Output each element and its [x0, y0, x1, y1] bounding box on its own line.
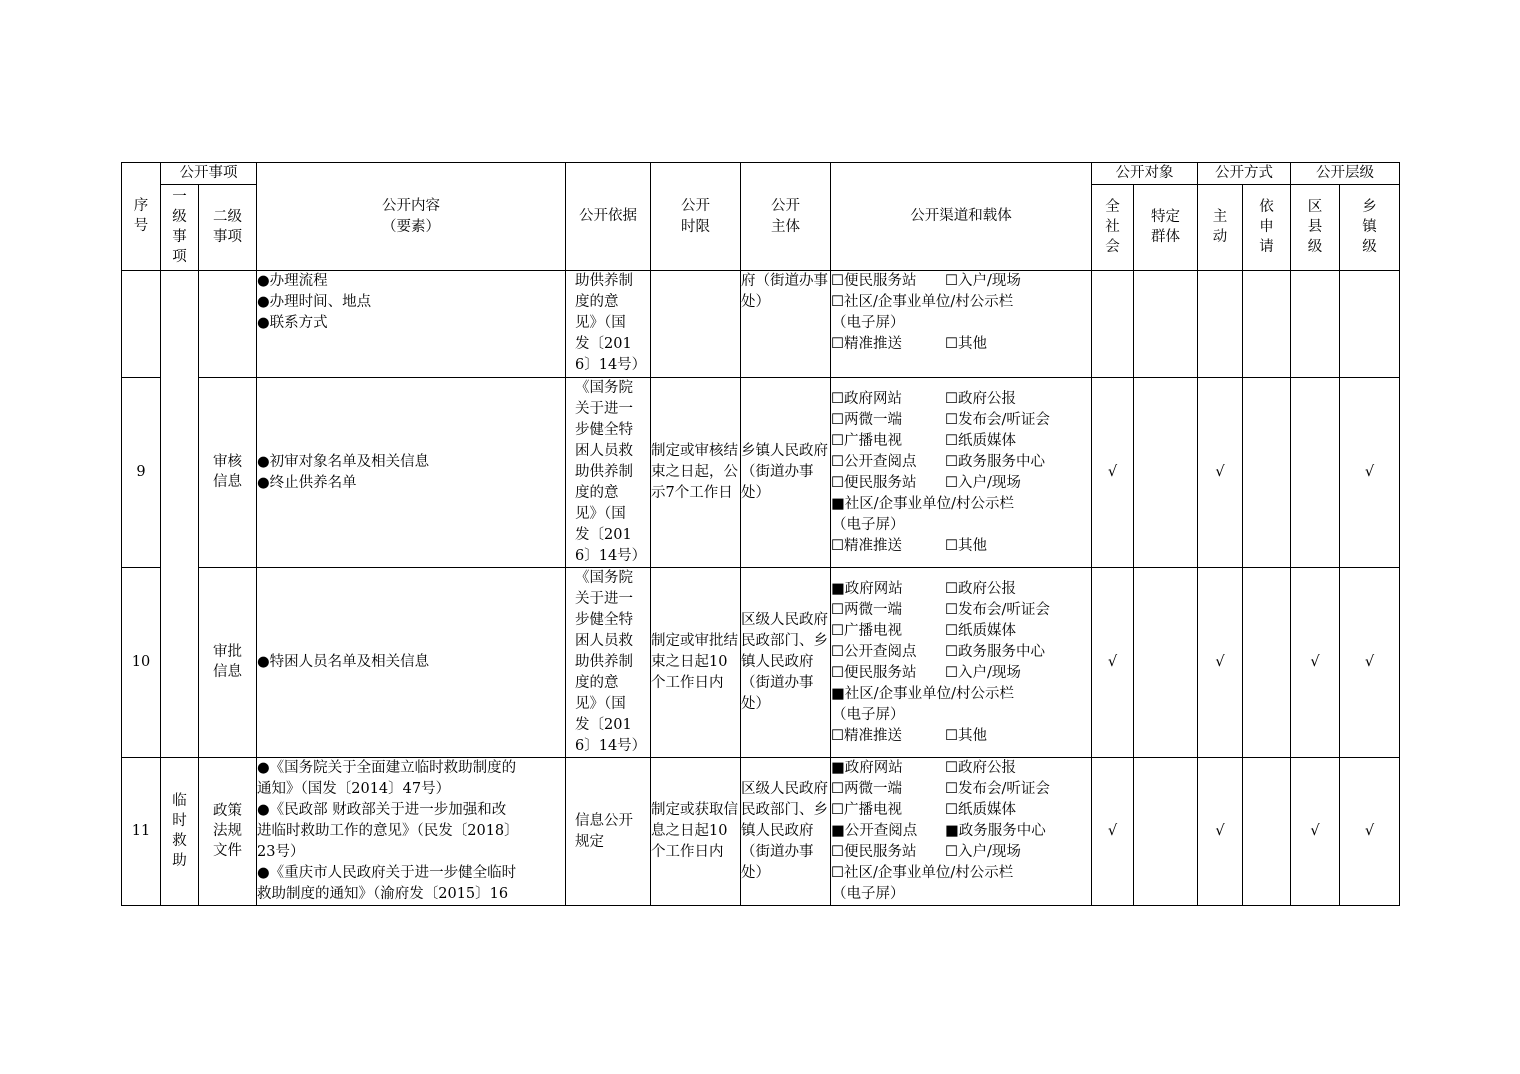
- channel-option: ☐其他: [945, 336, 987, 352]
- header-content: 公开内容 （要素）: [257, 163, 566, 271]
- header-all-society: 全社会: [1092, 185, 1134, 271]
- channel-option: ☐其他: [945, 537, 987, 554]
- channel-option: ☐广播电视: [831, 432, 902, 449]
- row-seq: [122, 271, 161, 378]
- row-time-limit: 制定或获取信息之日起10个工作日内: [651, 758, 741, 906]
- row-seq: 11: [122, 758, 161, 906]
- channel-option: ☐政务服务中心: [945, 643, 1045, 660]
- channel-option: ☐精准推送: [831, 727, 902, 744]
- channel-option: ☐入户/现场: [945, 474, 1021, 491]
- channel-option: ■社区/企事业单位/村公示栏: [831, 495, 1014, 512]
- header-district: 区县级: [1291, 185, 1340, 271]
- channel-option: ☐精准推送: [831, 336, 902, 352]
- content-line: ●《民政部 财政部关于进一步加强和改: [257, 802, 507, 818]
- channel-option: ☐入户/现场: [945, 273, 1021, 289]
- channel-option: ☐发布会/听证会: [945, 601, 1050, 618]
- channel-option: ☐入户/现场: [945, 664, 1021, 681]
- channel-option: ☐便民服务站: [831, 273, 917, 289]
- header-active: 主动: [1198, 185, 1243, 271]
- row-basis: 《国务院关于进一步健全特困人员救助供养制度的意见》（国发〔2016〕14号）: [566, 378, 651, 568]
- content-line: ●《重庆市人民政府关于进一步健全临时: [257, 865, 517, 881]
- channel-option: ■政府网站: [831, 580, 903, 597]
- row-time-limit: 制定或审核结束之日起，公示7个工作日: [651, 378, 741, 568]
- channel-option: ☐政务服务中心: [945, 453, 1045, 470]
- channel-option: ☐两微一端: [831, 411, 902, 428]
- row-level2: 政策法规文件: [199, 758, 257, 906]
- channel-option: ☐纸质媒体: [945, 432, 1016, 449]
- header-basis: 公开依据: [566, 163, 651, 271]
- row-basis: 信息公开规定: [566, 758, 651, 906]
- content-line: ●初审对象名单及相关信息: [257, 453, 430, 470]
- check-active: √: [1198, 568, 1243, 758]
- row-subject: 区级人民政府民政部门、乡镇人民政府（街道办事处）: [741, 568, 831, 758]
- content-line: ●办理时间、地点: [257, 294, 372, 310]
- row-content: [257, 271, 566, 378]
- disclosure-table: [121, 162, 1400, 906]
- channel-option: ☐入户/现场: [945, 844, 1021, 860]
- channel-option: ☐两微一端: [831, 601, 902, 618]
- check-district: √: [1291, 568, 1340, 758]
- content-line: ●办理流程: [257, 273, 328, 289]
- channel-option: ☐社区/企事业单位/村公示栏: [831, 865, 1014, 881]
- channel-option: ☐便民服务站: [831, 844, 917, 860]
- table-row: [122, 758, 1400, 906]
- channel-option: ☐政府网站: [831, 390, 902, 407]
- channel-note: （电子屏）: [832, 886, 905, 902]
- row-basis: 助供养制度的意见》（国发〔2016〕14号）: [566, 271, 651, 378]
- check-township: √: [1340, 568, 1400, 758]
- row-basis: 《国务院关于进一步健全特困人员救助供养制度的意见》（国发〔2016〕14号）: [566, 568, 651, 758]
- row-level1-empty: [161, 271, 199, 758]
- channel-option: ☐政府公报: [945, 580, 1016, 597]
- content-line: ●特困人员名单及相关信息: [257, 654, 430, 670]
- channel-note: （电子屏）: [832, 315, 905, 331]
- check-all-society: √: [1092, 568, 1134, 758]
- check-district: [1291, 378, 1340, 568]
- header-subject: 公开 主体: [741, 163, 831, 271]
- check-specific-group: [1134, 378, 1198, 568]
- content-line: 23号）: [257, 844, 305, 860]
- row-content: [257, 758, 566, 906]
- header-method-group: 公开方式: [1198, 163, 1291, 185]
- channel-option: ☐公开查阅点: [831, 453, 917, 470]
- channel-option: ☐其他: [945, 727, 987, 744]
- check-on-request: [1243, 568, 1291, 758]
- row-channels: [831, 568, 1092, 758]
- check-all-society: √: [1092, 378, 1134, 568]
- row-time-limit: [651, 271, 741, 378]
- row-channels: [831, 378, 1092, 568]
- header-target-group: 公开对象: [1092, 163, 1198, 185]
- content-line: 通知》（国发〔2014〕47号）: [257, 781, 451, 797]
- content-line: ●联系方式: [257, 315, 328, 331]
- header-time-limit: 公开 时限: [651, 163, 741, 271]
- content-line: 进临时救助工作的意见》（民发〔2018〕: [257, 823, 519, 839]
- check-active: [1198, 271, 1243, 378]
- row-subject: 府（街道办事处）: [741, 271, 831, 378]
- channel-option: ☐政府公报: [945, 760, 1016, 776]
- check-all-society: [1092, 271, 1134, 378]
- table-row: [122, 378, 1400, 568]
- check-district: √: [1291, 758, 1340, 906]
- channel-option: ☐发布会/听证会: [945, 781, 1050, 797]
- row-level2: 审核信息: [199, 378, 257, 568]
- channel-option: ☐纸质媒体: [945, 802, 1016, 818]
- channel-option: ■社区/企事业单位/村公示栏: [831, 685, 1014, 702]
- row-seq: 10: [122, 568, 161, 758]
- check-township: [1340, 271, 1400, 378]
- row-content: [257, 568, 566, 758]
- check-specific-group: [1134, 568, 1198, 758]
- check-township: √: [1340, 758, 1400, 906]
- row-channels: [831, 758, 1092, 906]
- channel-option: ■政务服务中心: [945, 823, 1046, 839]
- check-on-request: [1243, 271, 1291, 378]
- row-subject: 乡镇人民政府（街道办事处）: [741, 378, 831, 568]
- header-level2: 二级事项: [199, 185, 257, 271]
- channel-option: ☐发布会/听证会: [945, 411, 1050, 428]
- row-content: [257, 378, 566, 568]
- channel-option: ☐便民服务站: [831, 664, 917, 681]
- channel-option: ☐广播电视: [831, 622, 902, 639]
- channel-option: ☐两微一端: [831, 781, 902, 797]
- row-channels: [831, 271, 1092, 378]
- header-items-group: 公开事项: [161, 163, 257, 185]
- channel-option: ☐广播电视: [831, 802, 902, 818]
- header-channels: 公开渠道和载体: [831, 163, 1092, 271]
- channel-option: ☐公开查阅点: [831, 643, 917, 660]
- channel-note: （电子屏）: [832, 516, 905, 533]
- header-seq: 序号: [122, 163, 161, 271]
- header-specific-group: 特定群体: [1134, 185, 1198, 271]
- content-line: 救助制度的通知》（渝府发〔2015〕16: [257, 886, 509, 902]
- row-subject: 区级人民政府民政部门、乡镇人民政府（街道办事处）: [741, 758, 831, 906]
- row-level2: 审批信息: [199, 568, 257, 758]
- check-all-society: √: [1092, 758, 1134, 906]
- check-active: √: [1198, 758, 1243, 906]
- check-active: √: [1198, 378, 1243, 568]
- row-level1: 临时救助: [161, 758, 199, 906]
- content-line: ●终止供养名单: [257, 474, 357, 491]
- row-time-limit: 制定或审批结束之日起10个工作日内: [651, 568, 741, 758]
- table-row: [122, 271, 1400, 378]
- channel-option: ■政府网站: [831, 760, 903, 776]
- check-specific-group: [1134, 758, 1198, 906]
- check-township: √: [1340, 378, 1400, 568]
- channel-option: ☐精准推送: [831, 537, 902, 554]
- table-row: [122, 568, 1400, 758]
- check-specific-group: [1134, 271, 1198, 378]
- header-township: 乡镇级: [1340, 185, 1400, 271]
- row-seq: 9: [122, 378, 161, 568]
- check-on-request: [1243, 758, 1291, 906]
- header-level-group: 公开层级: [1291, 163, 1400, 185]
- channel-note: （电子屏）: [832, 706, 905, 723]
- channel-option: ☐纸质媒体: [945, 622, 1016, 639]
- channel-option: ☐便民服务站: [831, 474, 917, 491]
- channel-option: ☐社区/企事业单位/村公示栏: [831, 294, 1014, 310]
- check-district: [1291, 271, 1340, 378]
- channel-option: ☐政府公报: [945, 390, 1016, 407]
- content-line: ●《国务院关于全面建立临时救助制度的: [257, 760, 517, 776]
- row-level2: [199, 271, 257, 378]
- channel-option: ■公开查阅点: [831, 823, 918, 839]
- header-level1: 一级事项: [161, 185, 199, 271]
- check-on-request: [1243, 378, 1291, 568]
- header-on-request: 依申请: [1243, 185, 1291, 271]
